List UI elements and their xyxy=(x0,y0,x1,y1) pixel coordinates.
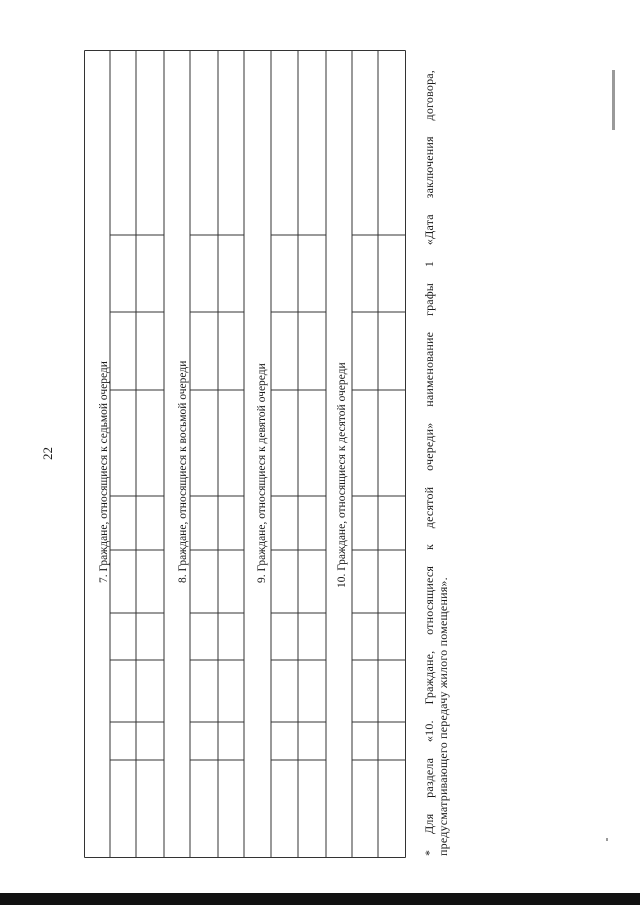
footnote-line-2: предусматривающего передачу жилого помещения». xyxy=(436,577,450,856)
section-heading-7: 7. Граждане, относящиеся к седьмой очереди xyxy=(98,361,110,583)
section-heading-9: 9. Граждане, относящиеся к девятой очереди xyxy=(256,363,268,583)
page-number: 22 xyxy=(40,447,55,460)
section-heading-10: 10. Граждане, относящиеся к десятой очереди xyxy=(336,362,348,588)
scan-bottom-edge xyxy=(0,893,640,905)
footnote-line-1: * Для раздела «10. Граждане, относящиеся к десятой очереди» наименование графы 1 «Дата заключения договора, xyxy=(422,70,436,856)
scan-edge-mark xyxy=(612,70,615,130)
scan-dot-mark xyxy=(606,838,608,841)
section-heading-8: 8. Граждане, относящиеся к восьмой очереди xyxy=(177,360,189,583)
document-table xyxy=(84,50,406,858)
